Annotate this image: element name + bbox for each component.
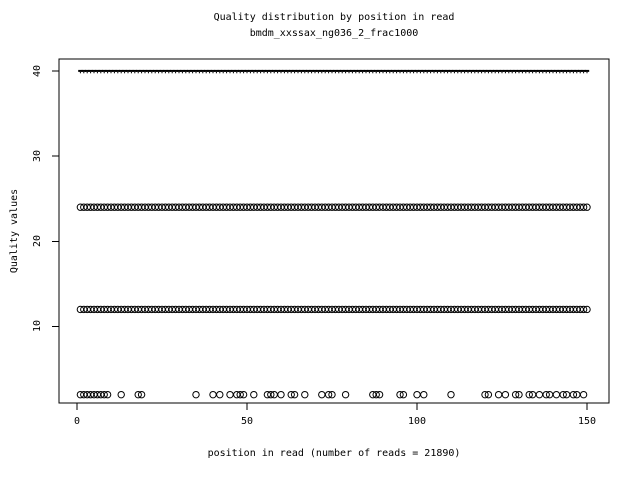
y-tick-label-40: 40 [32,64,43,78]
chart-title: Quality distribution by position in read [213,12,455,23]
x-tick-label-50: 50 [240,416,254,427]
x-tick-label-150: 150 [577,416,597,427]
y-axis-label: Quality values [9,188,20,274]
y-tick-label-30: 30 [32,149,43,163]
x-tick-label-0: 0 [73,416,81,427]
chart-subtitle: bmdm_xxssax_ng036_2_frac1000 [249,28,419,39]
x-tick-label-100: 100 [407,416,427,427]
x-axis-label: position in read (number of reads = 21890) [207,448,461,459]
y-tick-label-20: 20 [32,234,43,248]
y-tick-label-10: 10 [32,319,43,333]
